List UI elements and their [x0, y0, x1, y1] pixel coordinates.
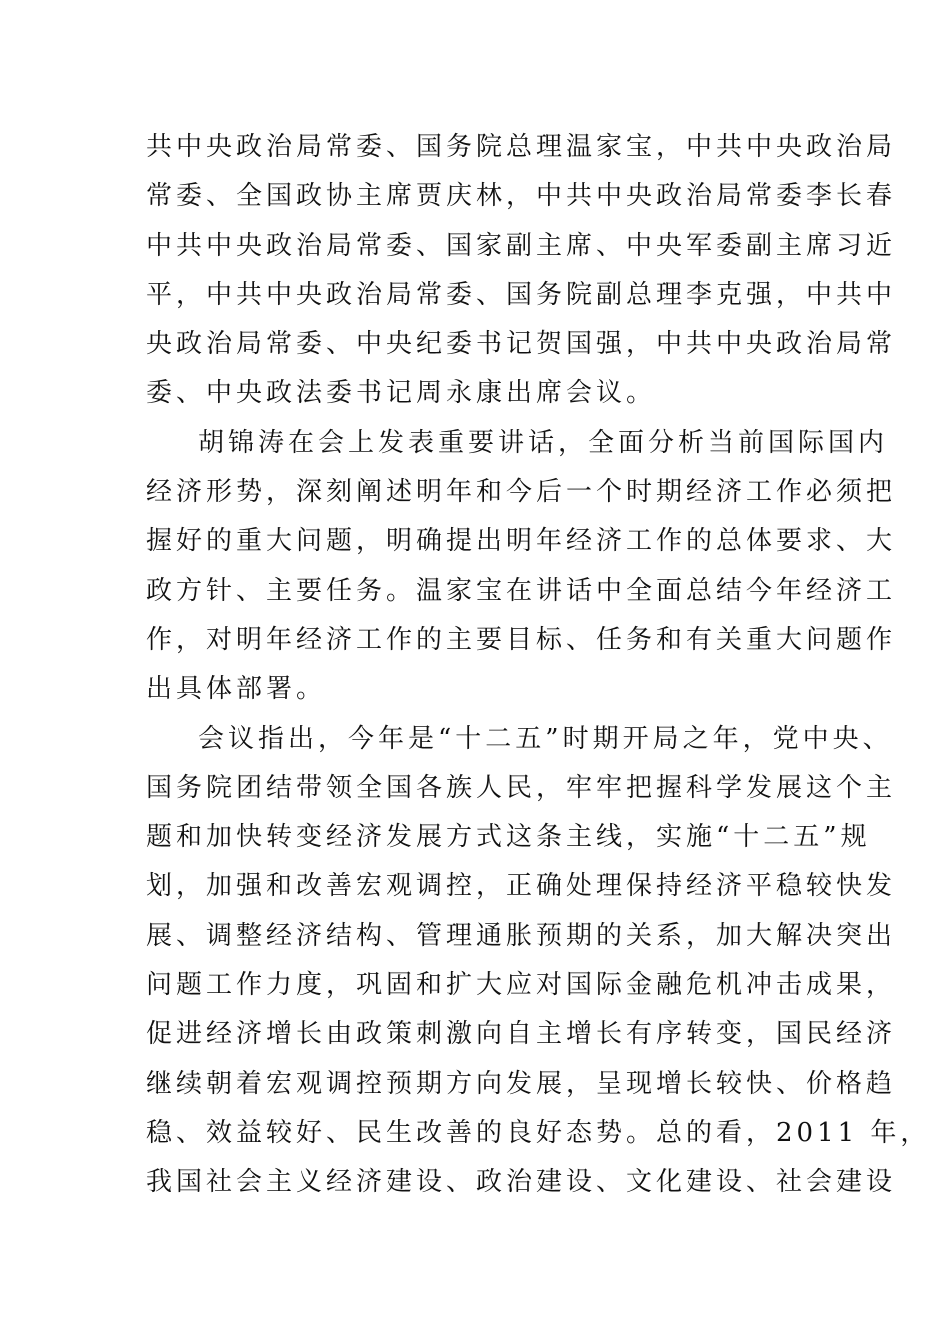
text-line: 政方针、主要任务。温家宝在讲话中全面总结今年经济工	[146, 575, 897, 606]
text-line: 划，加强和改善宏观调控，正确处理保持经济平稳较快发	[146, 871, 897, 902]
text-line: 展、调整经济结构、管理通胀预期的关系，加大解决突出	[146, 920, 897, 951]
text-line: 作，对明年经济工作的主要目标、任务和有关重大问题作	[146, 624, 897, 655]
text-line: 稳、效益较好、民生改善的良好态势。总的看，2011 年，	[146, 1117, 931, 1148]
text-line: 央政治局常委、中央纪委书记贺国强，中共中央政治局常	[146, 329, 897, 360]
text-line: 促进经济增长由政策刺激向自主增长有序转变，国民经济	[146, 1019, 897, 1050]
text-line: 常委、全国政协主席贾庆林，中共中央政治局常委李长春	[146, 181, 897, 212]
paragraph-first-line: 会议指出，今年是“十二五”时期开局之年，党中央、	[198, 723, 893, 754]
text-line: 共中央政治局常委、国务院总理温家宝，中共中央政治局	[146, 132, 897, 162]
text-line: 委、中央政法委书记周永康出席会议。	[146, 378, 657, 409]
text-line: 国务院团结带领全国各族人民，牢牢把握科学发展这个主	[146, 772, 897, 803]
text-line: 握好的重大问题，明确提出明年经济工作的总体要求、大	[146, 526, 897, 557]
body-text	[146, 123, 931, 1208]
paragraph-first-line: 胡锦涛在会上发表重要讲话，全面分析当前国际国内	[198, 427, 889, 458]
text-line: 我国社会主义经济建设、政治建设、文化建设、社会建设	[146, 1167, 897, 1198]
text-line: 经济形势，深刻阐述明年和今后一个时期经济工作必须把	[146, 477, 897, 508]
text-line: 中共中央政治局常委、国家副主席、中央军委副主席习近	[146, 230, 897, 261]
text-line: 题和加快转变经济发展方式这条主线，实施“十二五”规	[146, 822, 871, 853]
text-line: 继续朝着宏观调控预期方向发展，呈现增长较快、价格趋	[146, 1068, 897, 1099]
text-line: 出具体部署。	[146, 674, 327, 705]
text-line: 问题工作力度，巩固和扩大应对国际金融危机冲击成果，	[146, 970, 897, 1001]
text-line: 平，中共中央政治局常委、国务院副总理李克强，中共中	[146, 279, 897, 310]
